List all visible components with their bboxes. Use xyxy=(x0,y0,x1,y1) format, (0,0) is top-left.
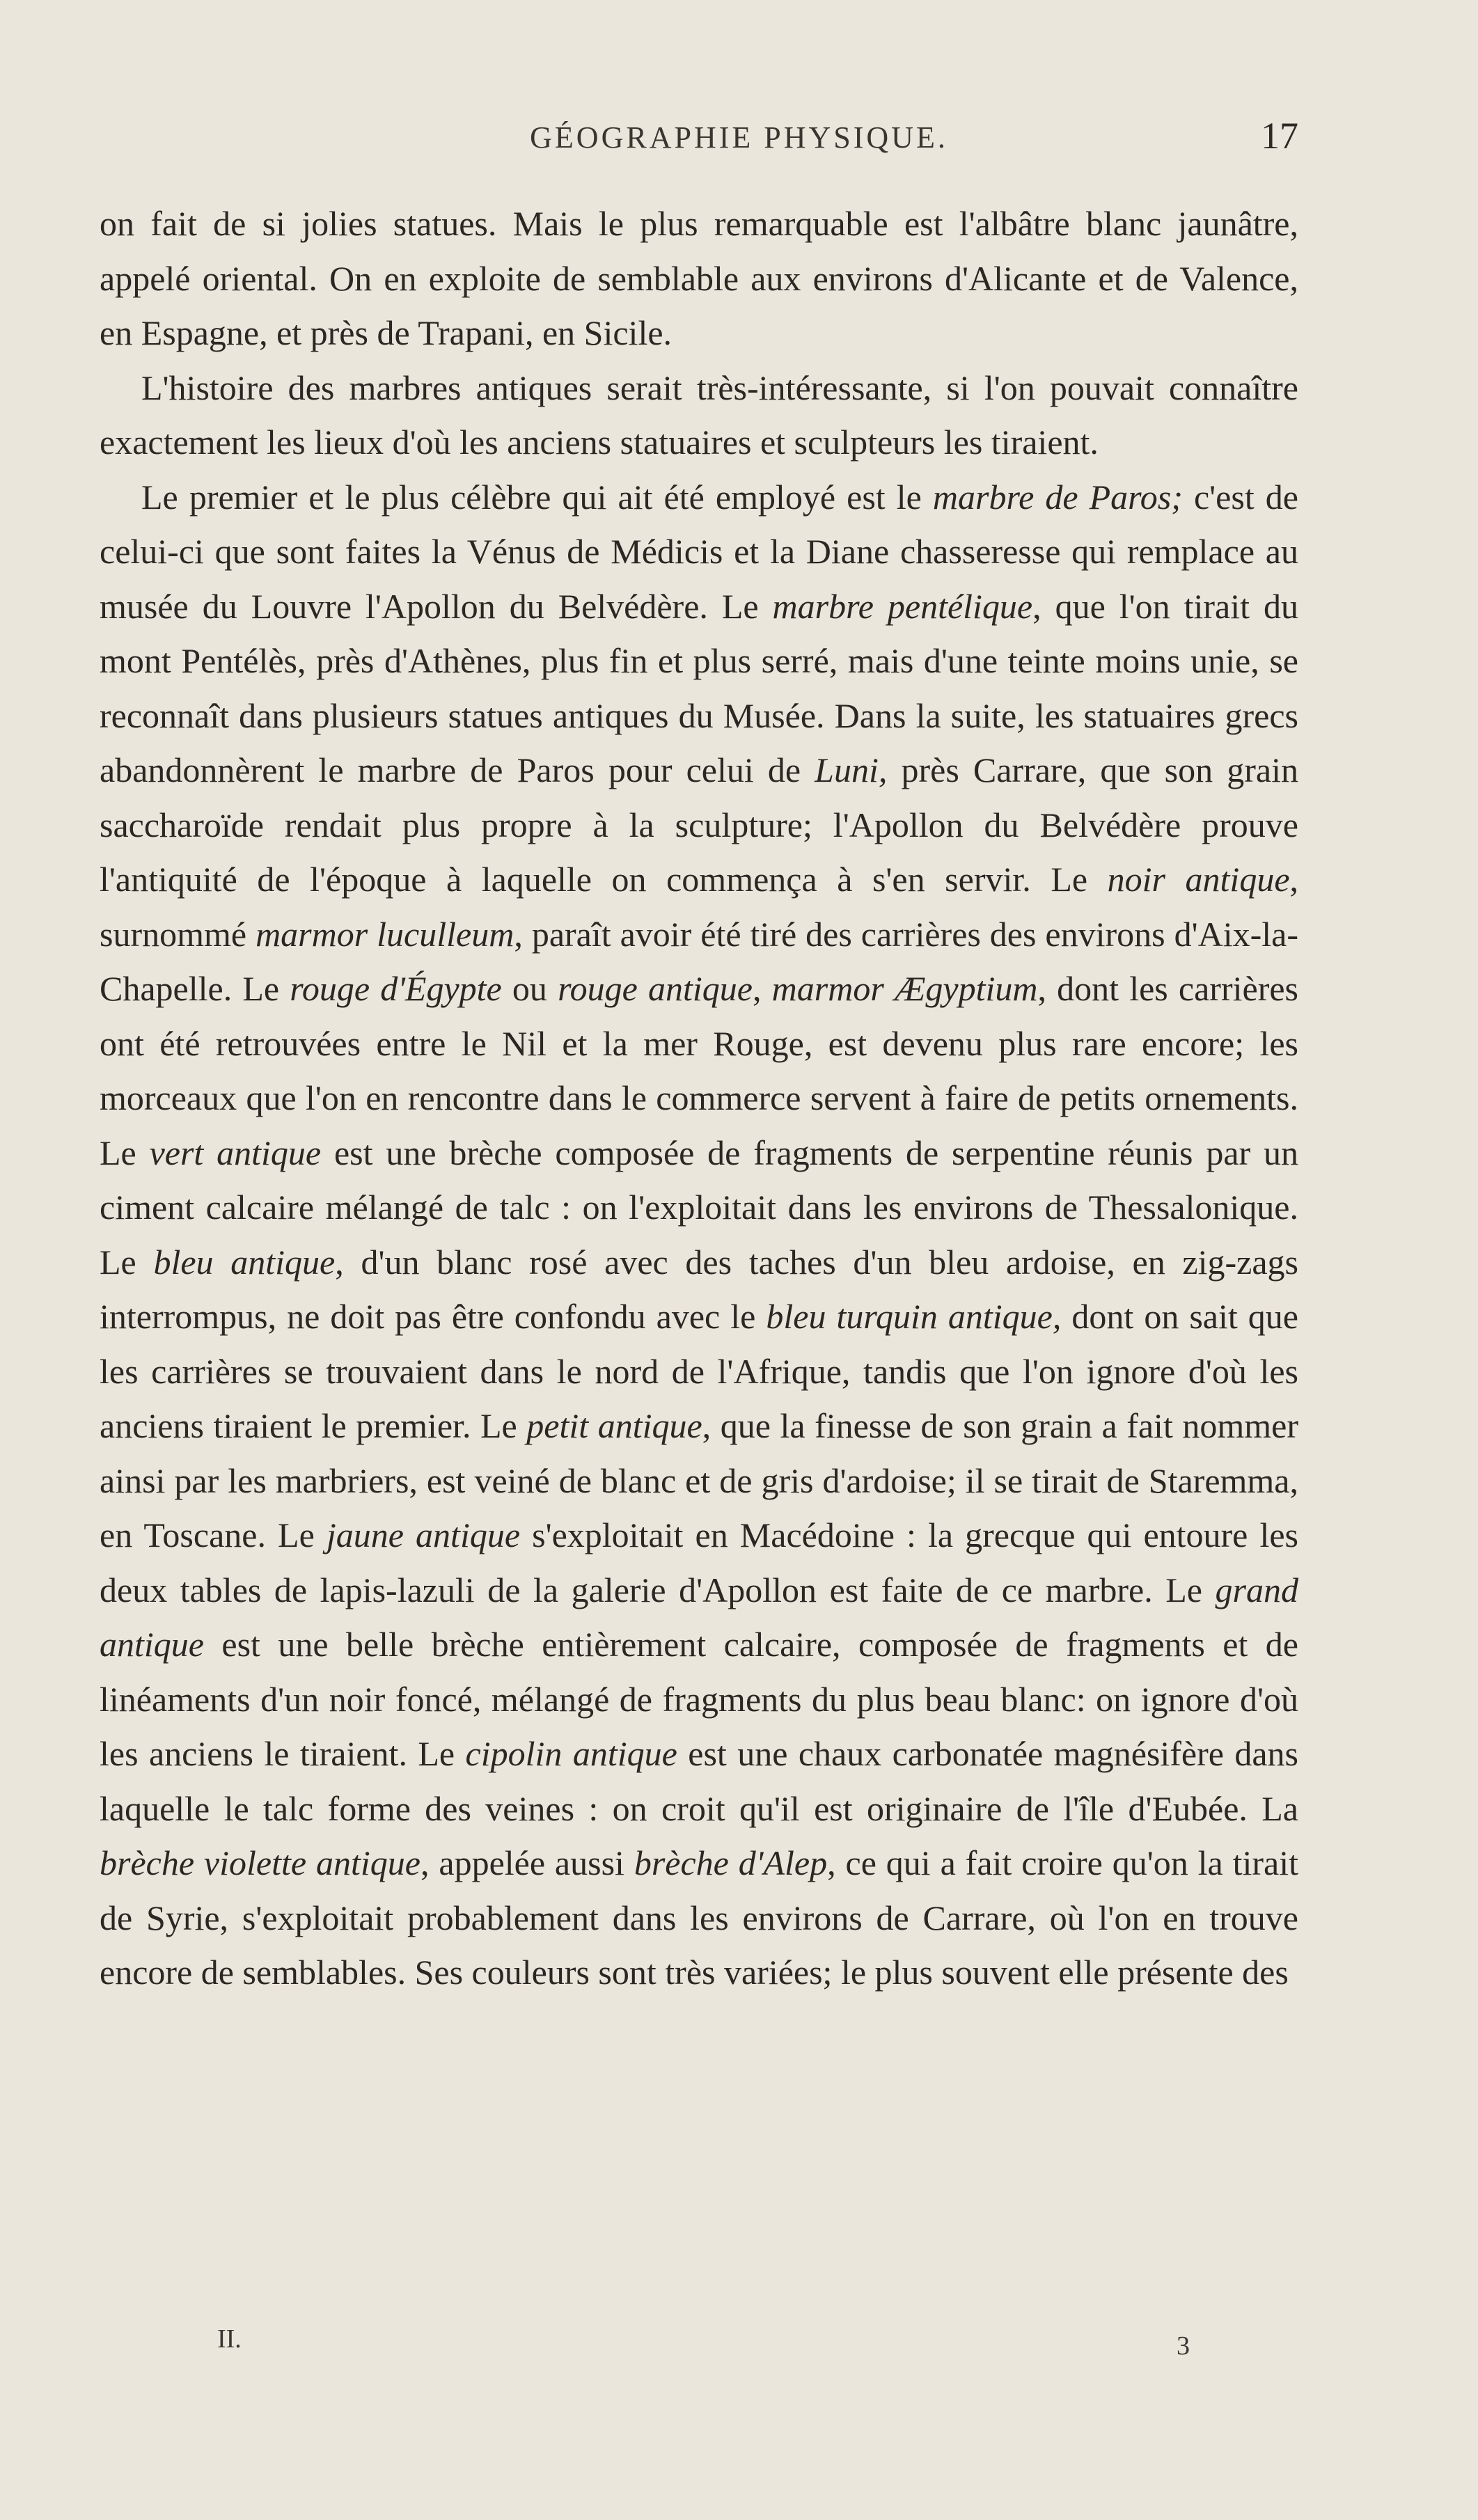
running-head xyxy=(0,115,1478,168)
italic-term: marmor luculleum xyxy=(255,914,514,954)
body-text xyxy=(100,196,1298,2000)
paragraph-marbles xyxy=(100,470,1298,2000)
italic-term: noir antique xyxy=(1107,860,1290,899)
text-run: , que l'on tirait du mont Pentélès, près d'Athènes, plus fin et plus serré, mais d'une teinte moins unie, se reconnaît dans plusieurs statues antiques du Musée. Dans la suite, les statuaires grecs abandonnèrent le marbre de Paros pour celui de xyxy=(100,586,1298,789)
page-footer xyxy=(0,2324,1478,2365)
text-run: , xyxy=(753,969,772,1008)
text-run: on fait de si jolies statues. Mais le plus remarquable est l'albâtre blanc jaunâtre, appelé oriental. On en exploite de semblable aux environs d'Alicante et de Valence, en Espagne, et près de Trapani, en Sicile. xyxy=(100,204,1298,352)
running-title: GÉOGRAPHIE PHYSIQUE. xyxy=(530,120,948,155)
page-number: 17 xyxy=(1261,115,1298,157)
text-run: Le premier et le plus célèbre qui ait été employé est le xyxy=(141,477,933,517)
text-run: ou xyxy=(501,969,558,1008)
italic-term: bleu antique xyxy=(153,1242,336,1282)
italic-term: bleu turquin antique, xyxy=(766,1297,1062,1336)
paragraph-history xyxy=(100,361,1298,470)
italic-term: cipolin antique xyxy=(465,1734,677,1773)
italic-term: marbre pentélique xyxy=(772,586,1033,626)
volume-signature: II. xyxy=(217,2324,242,2354)
italic-term: marbre de Paros; xyxy=(932,477,1183,517)
text-run: , ce qui a fait croire qu'on la tirait de Syrie, s'exploitait probablement dans les environs de Carrare, où l'on en trouve encore de semblables. Ses couleurs sont très variées; le plus souvent elle présente des xyxy=(100,1843,1298,1992)
italic-term: marmor Ægyptium xyxy=(771,969,1038,1008)
italic-term: rouge d'Égypte xyxy=(290,969,502,1008)
paragraph-continuation xyxy=(100,196,1298,361)
italic-term: petit antique xyxy=(526,1406,702,1445)
italic-term: jaune antique xyxy=(326,1515,521,1554)
italic-term: rouge antique xyxy=(558,969,753,1008)
italic-term: vert antique xyxy=(149,1133,322,1172)
text-run: est une chaux carbonatée magnésifère dans laquelle le talc forme des veines : on croit qu'il est originaire de l'île d'Eubée. La xyxy=(100,1734,1298,1828)
text-run: s'exploitait en Macédoine : la grecque qui entoure les deux tables de lapis-lazuli de la galerie d'Apollon est faite de ce marbre. Le xyxy=(100,1515,1299,1609)
text-run: c'est de celui-ci que sont faites la Vénus de Médicis et la Diane chasseresse qui remplace au musée du Louvre l'Apollon du Belvédère. Le xyxy=(100,477,1298,626)
text-run: est une brèche composée de fragments de serpentine réunis par un ciment calcaire mélangé de talc : on l'exploitait dans les environs de Thessalonique. Le xyxy=(100,1133,1298,1282)
sheet-number: 3 xyxy=(1177,2331,1190,2361)
text-run: est une belle brèche entièrement calcaire, composée de fragments et de linéaments d'un noir foncé, mélangé de fragments du plus beau blanc: on ignore d'où les anciens le tiraient. Le xyxy=(100,1625,1298,1773)
italic-term: brèche violette antique xyxy=(100,1843,420,1882)
text-run: , que la finesse de son grain a fait nommer ainsi par les marbriers, est veiné de blanc et de gris d'ardoise; il se tirait de Staremma, en Toscane. Le xyxy=(100,1406,1299,1554)
text-run: , paraît avoir été tiré des carrières des environs d'Aix-la-Chapelle. Le xyxy=(100,914,1298,1008)
italic-term: grand antique xyxy=(100,1570,1298,1664)
text-run: près Carrare, que son grain saccharoïde rendait plus propre à la sculpture; l'Apollon du Belvédère prouve l'antiquité de l'époque à laquelle on commença à s'en servir. Le xyxy=(100,750,1298,899)
text-run: dont on sait que les carrières se trouvaient dans le nord de l'Afrique, tandis que l'on ignore d'où les anciens tiraient le premier. Le xyxy=(100,1297,1298,1445)
text-run: , dont les carrières ont été retrouvées entre le Nil et la mer Rouge, est devenu plus rare encore; les morceaux que l'on en rencontre dans le commerce servent à faire de petits ornements. Le xyxy=(100,969,1298,1172)
text-run: L'histoire des marbres antiques serait très-intéressante, si l'on pouvait connaître exactement les lieux d'où les anciens statuaires et sculpteurs les tiraient. xyxy=(100,368,1298,462)
text-run: , appelée aussi xyxy=(420,1843,634,1882)
italic-term: brèche d'Alep xyxy=(634,1843,828,1882)
italic-term: Luni, xyxy=(815,750,888,789)
text-run: , d'un blanc rosé avec des taches d'un bleu ardoise, en zig-zags interrompus, ne doit pas être confondu avec le xyxy=(100,1242,1299,1336)
text-run: , surnommé xyxy=(100,860,1299,954)
